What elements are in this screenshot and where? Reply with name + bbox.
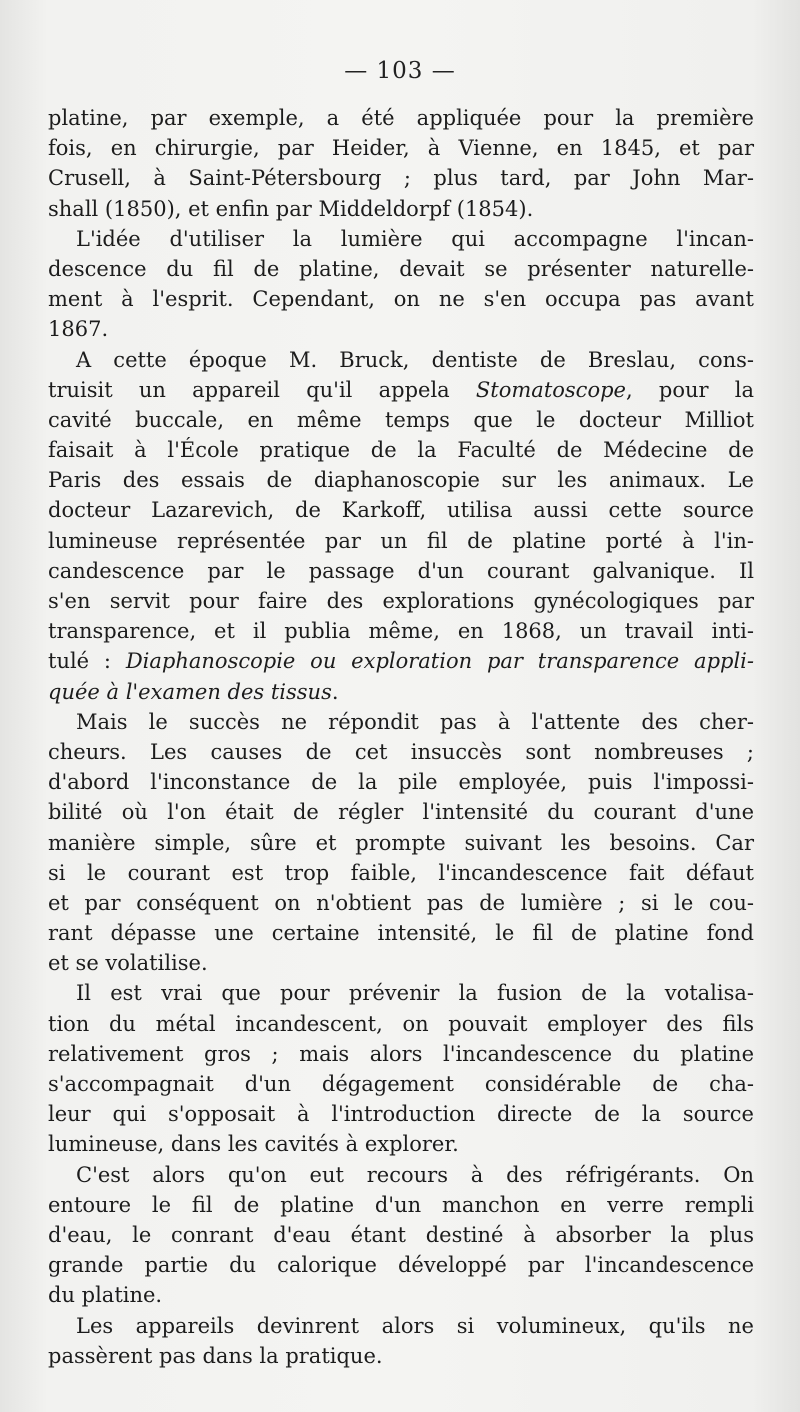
text-line: shall (1850), et enfin par Middeldorpf (1854). [48, 196, 534, 221]
text-line: Il est vrai que pour prévenir la fusion de la votalisa- [76, 981, 754, 1006]
text-line: passèrent pas dans la pratique. [48, 1343, 383, 1368]
text-line: grande partie du calorique développé par l'incandescence [48, 1253, 754, 1278]
text-line: du platine. [48, 1283, 163, 1308]
text-line: tulé : Diaphanoscopie ou exploration par transparence appli- [48, 649, 754, 674]
paragraph [48, 707, 754, 979]
text-line: truisit un appareil qu'il appela Stomatoscope, pour la [48, 377, 754, 402]
text-line: quée à l'examen des tissus. [48, 679, 339, 704]
text-line: L'idée d'utiliser la lumière qui accompagne l'incan- [76, 226, 754, 251]
paragraph [48, 1311, 754, 1371]
text-line: s'en servit pour faire des explorations gynécologiques par [48, 589, 754, 613]
text-line: s'accompagnait d'un dégagement considérable de cha- [48, 1072, 754, 1096]
text-line: relativement gros ; mais alors l'incandescence du platine [48, 1041, 754, 1066]
text-line: A cette époque M. Bruck, dentiste de Breslau, cons- [76, 347, 754, 372]
text-line: cheurs. Les causes de cet insuccès sont nombreuses ; [48, 739, 754, 764]
text-line: bilité où l'on était de régler l'intensité du courant d'une [48, 800, 754, 825]
text-line: tion du métal incandescent, on pouvait employer des fils [48, 1011, 754, 1036]
text-line: candescence par le passage d'un courant galvanique. Il [48, 558, 754, 583]
paragraph [48, 345, 754, 707]
text-line: 1867. [48, 317, 109, 342]
body-text [48, 103, 754, 1371]
text-line: d'abord l'inconstance de la pile employée, puis l'impossi- [48, 770, 754, 795]
text-line: entoure le fil de platine d'un manchon en verre rempli [48, 1192, 754, 1217]
text-line: platine, par exemple, a été appliquée pour la première [48, 106, 754, 130]
text-line: Crusell, à Saint-Pétersbourg ; plus tard, par John Mar- [48, 166, 754, 191]
text-line: Les appareils devinrent alors si volumineux, qu'ils ne [76, 1313, 754, 1338]
text-line: fois, en chirurgie, par Heider, à Vienne, en 1845, et par [48, 136, 754, 161]
paragraph [48, 1160, 754, 1311]
paragraph [48, 224, 754, 345]
text-line: Paris des essais de diaphanoscopie sur les animaux. Le [48, 468, 754, 493]
text-line: Mais le succès ne répondit pas à l'attente des cher- [76, 709, 754, 734]
text-line: si le courant est trop faible, l'incandescence fait défaut [48, 860, 754, 885]
text-line: faisait à l'École pratique de la Faculté de Médecine de [48, 438, 754, 463]
text-line: ment à l'esprit. Cependant, on ne s'en occupa pas avant [48, 287, 754, 312]
paragraph [48, 978, 754, 1159]
page-number: — 103 — [344, 58, 456, 84]
text-line: et par conséquent on n'obtient pas de lumière ; si le cou- [48, 890, 754, 915]
text-line: transparence, et il publia même, en 1868, un travail inti- [48, 619, 754, 644]
paragraph [48, 103, 754, 224]
text-line: et se volatilise. [48, 951, 208, 976]
text-line: leur qui s'opposait à l'introduction directe de la source [48, 1102, 754, 1127]
text-line: manière simple, sûre et prompte suivant les besoins. Car [48, 830, 754, 855]
text-line: docteur Lazarevich, de Karkoff, utilisa aussi cette source [48, 498, 754, 523]
text-line: C'est alors qu'on eut recours à des réfrigérants. On [76, 1162, 754, 1187]
text-line: cavité buccale, en même temps que le docteur Milliot [48, 407, 754, 432]
text-line: lumineuse, dans les cavités à explorer. [48, 1132, 459, 1157]
text-line: descence du fil de platine, devait se présenter naturelle- [48, 256, 754, 281]
text-line: d'eau, le conrant d'eau étant destiné à absorber la plus [48, 1222, 754, 1247]
text-line: rant dépasse une certaine intensité, le fil de platine fond [48, 921, 754, 946]
text-line: lumineuse représentée par un fil de platine porté à l'in- [48, 528, 754, 553]
